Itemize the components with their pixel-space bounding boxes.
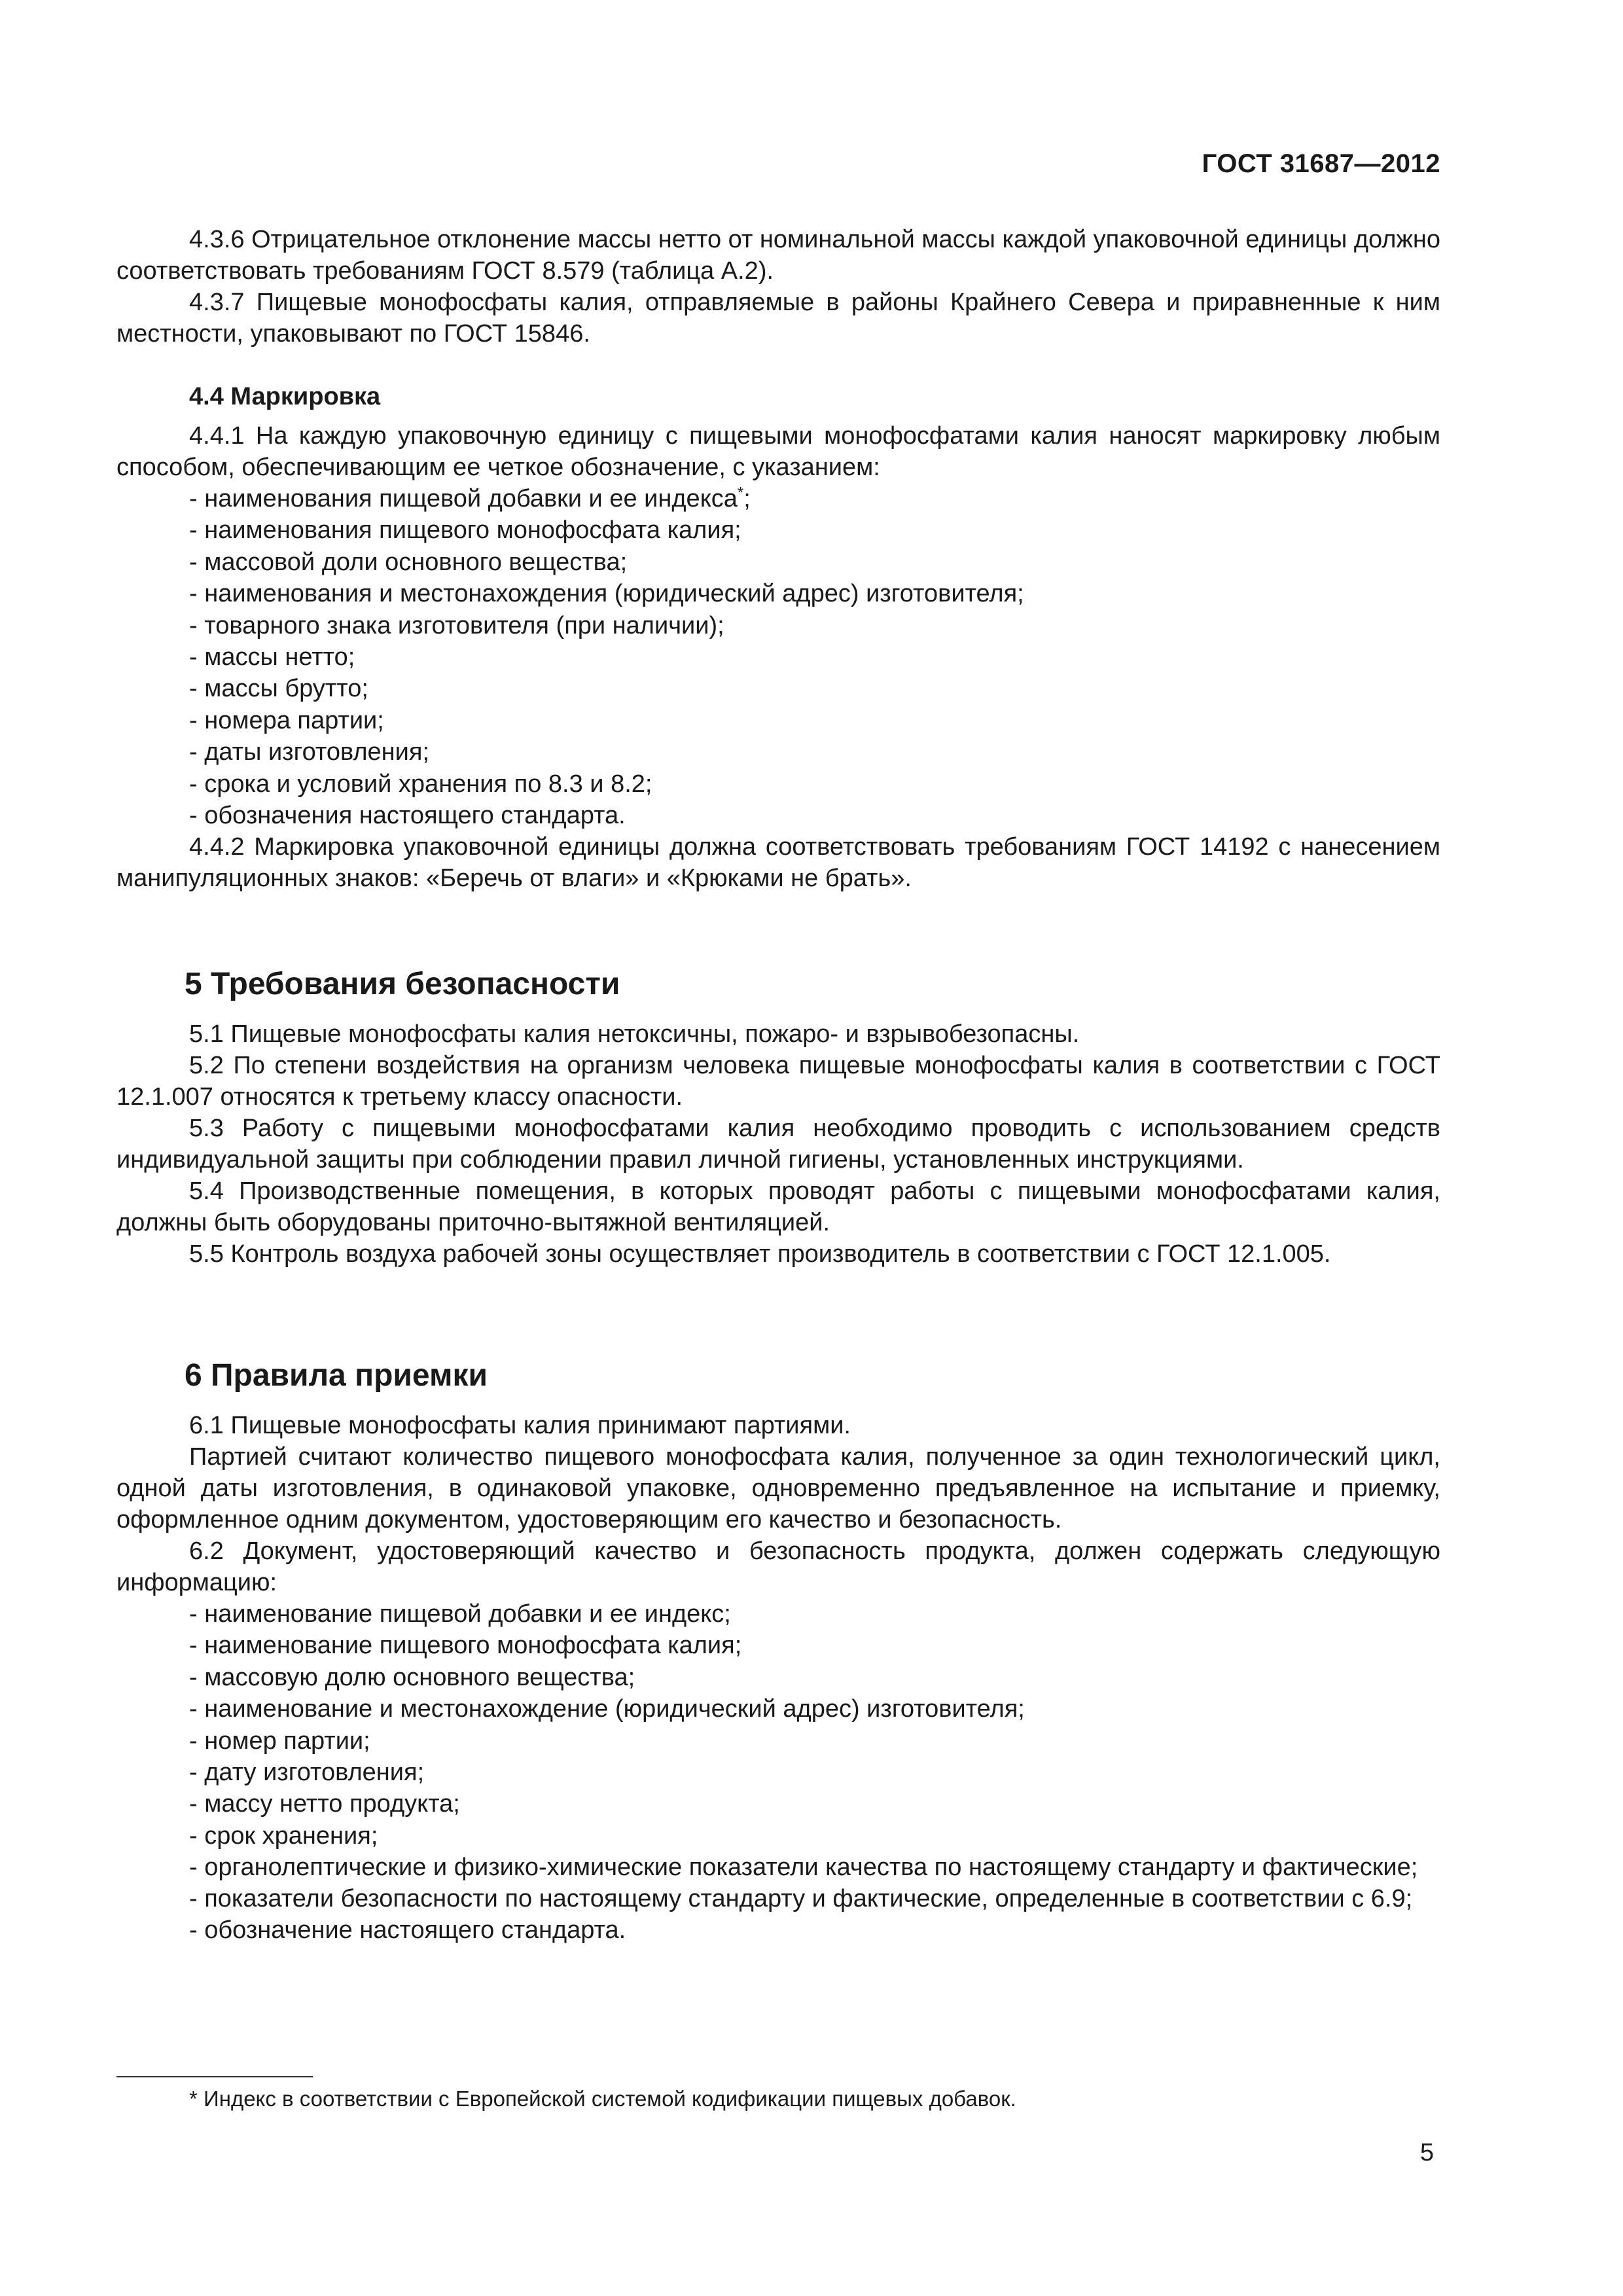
paragraph-6-1-batch: Партией считают количество пищевого монофосфата калия, полученное за один технологический цикл, одной даты изготовления, в одинаковой упаковке, одновременно предъявленное на испытание и приемку, оформленное одним документом, удостоверяющим его качество и безопасность. [116, 1443, 1440, 1534]
list-item: - наименование пищевой добавки и ее индекс; [189, 1600, 731, 1628]
list-item: - обозначение настоящего стандарта. [189, 1916, 626, 1945]
section-6 [116, 1356, 1440, 1946]
list-item: - срок хранения; [189, 1821, 378, 1850]
section-6-title: 6 Правила приемки [185, 1358, 488, 1393]
paragraph-5-5: 5.5 Контроль воздуха рабочей зоны осуществляет производитель в соответствии с ГОСТ 12.1.005. [189, 1240, 1331, 1268]
list-item: - номер партии; [189, 1727, 370, 1755]
page-number: 5 [1419, 2139, 1434, 2166]
paragraph-4-3-6: 4.3.6 Отрицательное отклонение массы нетто от номинальной массы каждой упаковочной единицы должно соответствовать требованиям ГОСТ 8.579 (таблица А.2). [116, 226, 1441, 285]
paragraph-5-1: 5.1 Пищевые монофосфаты калия нетоксичны, пожаро- и взрывобезопасны. [189, 1020, 1080, 1048]
list-item: - массовую долю основного вещества; [189, 1663, 635, 1691]
list-item: - обозначения настоящего стандарта. [189, 802, 626, 830]
paragraph-4-4-2: 4.4.2 Маркировка упаковочной единицы должна соответствовать требованиям ГОСТ 14192 с нанесением манипуляционных знаков: «Беречь от влаги» и «Крюками не брать». [116, 833, 1440, 893]
list-item: - наименования пищевого монофосфата калия; [189, 516, 741, 545]
paragraph-6-2: 6.2 Документ, удостоверяющий качество и безопасность продукта, должен содержать следующую информацию: [116, 1537, 1440, 1596]
footnote: * Индекс в соответствии с Европейской системой кодификации пищевых добавок. [189, 2087, 1016, 2111]
paragraph-5-4: 5.4 Производственные помещения, в которых проводят работы с пищевыми монофосфатами калия, должны быть оборудованы приточно-вытяжной вентиляцией. [116, 1177, 1440, 1236]
paragraph-5-2: 5.2 По степени воздействия на организм человека пищевые монофосфаты калия в соответствии с ГОСТ 12.1.007 относятся к третьему классу опасности. [116, 1052, 1440, 1111]
list-item: - массы нетто; [189, 643, 355, 672]
list-item [116, 483, 1440, 514]
list-item: - наименование пищевого монофосфата калия; [189, 1632, 742, 1660]
list-item: - наименование и местонахождение (юридический адрес) изготовителя; [189, 1695, 1025, 1723]
list-item: - органолептические и физико-химические показатели качества по настоящему стандарту и фактические; [189, 1854, 1418, 1882]
list-item: - массы брутто; [189, 675, 368, 703]
footnote-divider [116, 2076, 313, 2077]
list-item: - дату изготовления; [189, 1759, 425, 1787]
section-4-3-end [116, 224, 1440, 350]
document-header: ГОСТ 31687—2012 [1202, 149, 1440, 178]
section-4-4-title: 4.4 Маркировка [189, 383, 381, 410]
list-item: - массовой доли основного вещества; [189, 548, 628, 576]
list-item: - массу нетто продукта; [189, 1790, 460, 1818]
list-item: - срока и условий хранения по 8.3 и 8.2; [189, 770, 652, 798]
list-item-end: ; [743, 485, 751, 512]
paragraph-4-4-1: 4.4.1 На каждую упаковочную единицу с пищевыми монофосфатами калия наносят маркировку любым способом, обеспечивающим ее четкое обозначение, с указанием: [116, 422, 1440, 481]
list-item: - номера партии; [189, 706, 384, 734]
list-item: - товарного знака изготовителя (при наличии); [189, 611, 724, 639]
paragraph-6-1: 6.1 Пищевые монофосфаты калия принимают партиями. [189, 1412, 851, 1439]
list-item: - показатели безопасности по настоящему стандарту и фактические, определенные в соответствии с 6.9; [189, 1885, 1413, 1913]
list-item: - наименования и местонахождения (юридический адрес) изготовителя; [189, 580, 1024, 608]
section-4-4 [116, 381, 1440, 894]
section-5 [116, 965, 1440, 1270]
footnote-mark: * [737, 484, 744, 502]
list-item-text: - наименования пищевой добавки и ее индекса [189, 485, 738, 512]
list-item: - даты изготовления; [189, 738, 430, 766]
paragraph-4-3-7: 4.3.7 Пищевые монофосфаты калия, отправляемые в районы Крайнего Севера и приравненные к ним местности, упаковывают по ГОСТ 15846. [116, 289, 1440, 348]
section-5-title: 5 Требования безопасности [185, 967, 620, 1001]
paragraph-5-3: 5.3 Работу с пищевыми монофосфатами калия необходимо проводить с использованием средств индивидуальной защиты при соблюдении правил личной гигиены, установленных инструкциями. [116, 1115, 1440, 1174]
